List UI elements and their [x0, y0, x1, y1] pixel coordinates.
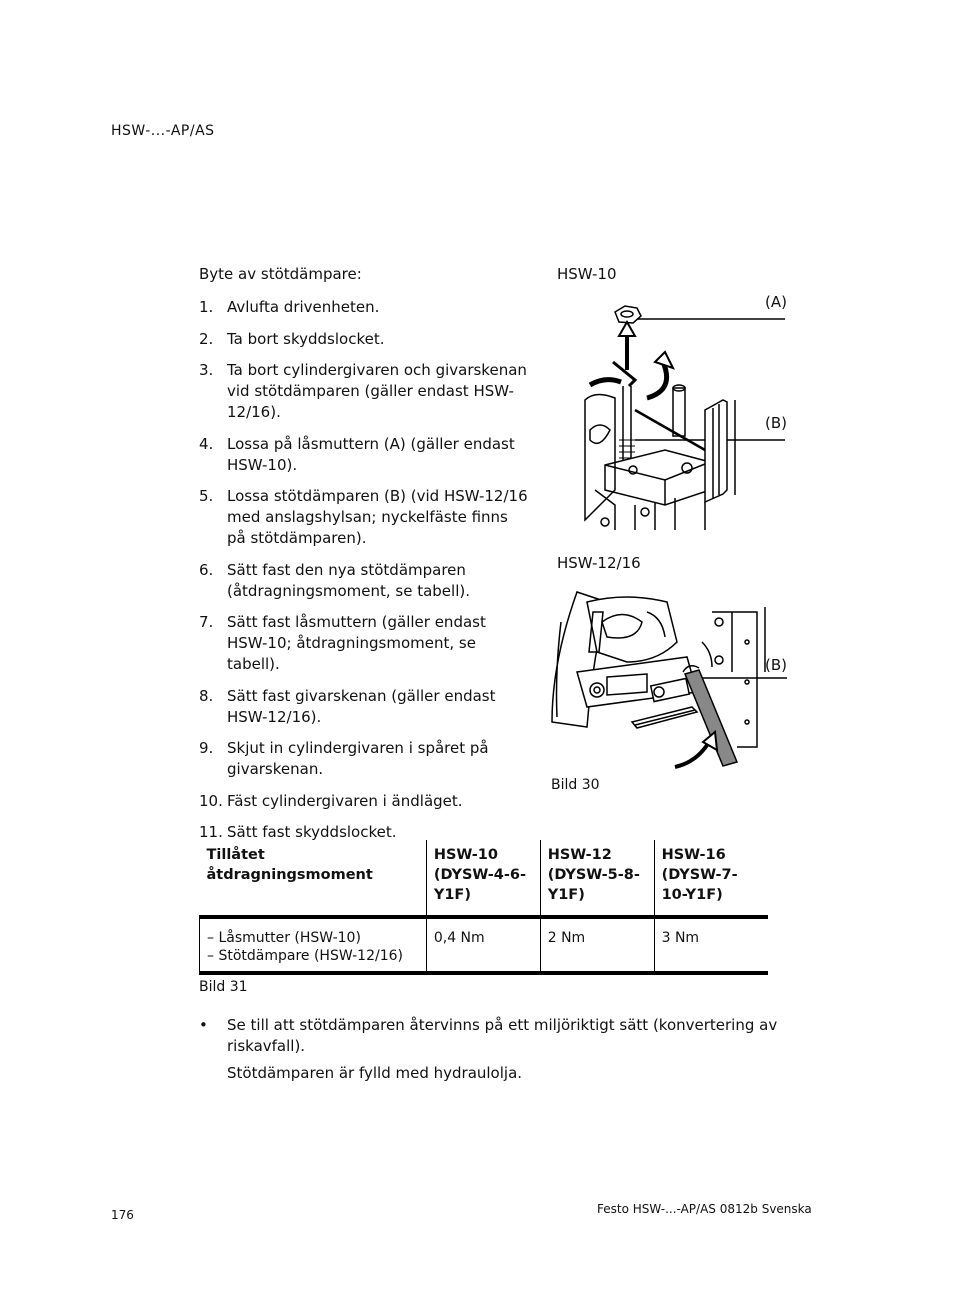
table-header: HSW-10 (DYSW-4-6-Y1F) [426, 840, 540, 917]
step-number: 4. [199, 434, 214, 453]
step-text: Lossa på låsmuttern (A) (gäller endast HSW-10). [227, 434, 515, 474]
step-number: 11. [199, 823, 223, 841]
figure-label-b: (B) [765, 414, 787, 432]
running-header: HSW-...-AP/AS [111, 123, 215, 139]
list-item [199, 360, 529, 423]
step-number: 9. [199, 739, 214, 757]
figure-label-b-hsw1216: (B) [765, 656, 787, 674]
intro-text: Byte av stötdämpare: [199, 265, 362, 283]
step-text: Sätt fast den nya stötdämparen (åtdragningsmoment, se tabell). [227, 560, 470, 600]
list-item [199, 434, 529, 476]
step-text: Skjut in cylindergivaren i spåret på givarskenan. [227, 739, 489, 778]
list-item [199, 738, 529, 780]
step-number: 2. [199, 329, 214, 348]
list-item [199, 297, 529, 318]
step-text: Sätt fast skyddslocket. [227, 823, 397, 841]
step-text: Sätt fast givarskenan (gäller endast HSW-12/16). [227, 686, 496, 726]
step-number: 8. [199, 686, 214, 705]
step-text: Sätt fast låsmuttern (gäller endast HSW-10; åtdragningsmoment, se tabell). [227, 613, 486, 673]
table-cell: 0,4 Nm [426, 917, 540, 973]
table-cell: 2 Nm [540, 917, 654, 973]
table-header: HSW-16 (DYSW-7-10-Y1F) [654, 840, 768, 917]
list-item [199, 486, 529, 549]
list-item [199, 329, 529, 350]
hsw10-illustration [555, 290, 790, 535]
list-item [199, 686, 529, 728]
page-number: 176 [111, 1208, 134, 1222]
step-text: Fäst cylindergivaren i ändläget. [227, 791, 463, 810]
step-number: 6. [199, 560, 214, 579]
table-cell-item: – Låsmutter (HSW-10) [207, 930, 361, 946]
step-text: Avlufta drivenheten. [227, 298, 380, 316]
list-item [199, 612, 529, 675]
step-number: 1. [199, 298, 214, 316]
step-text: Ta bort cylindergivaren och givarskenan vid stötdämparen (gäller endast HSW-12/16). [227, 361, 527, 421]
figure-caption: Bild 30 [551, 777, 600, 793]
figure-title-hsw1216: HSW-12/16 [557, 554, 641, 572]
list-item [199, 560, 529, 602]
table-row [200, 917, 769, 973]
step-number: 5. [199, 487, 214, 505]
step-number: 10. [199, 791, 223, 810]
figure-label-a: (A) [765, 293, 787, 311]
torque-table [199, 840, 768, 975]
bullet-symbol: • [199, 1016, 208, 1034]
step-number: 7. [199, 613, 214, 631]
table-header: Tillåtet åtdragningsmoment [206, 847, 373, 883]
step-text: Ta bort skyddslocket. [227, 329, 385, 348]
step-list [199, 297, 529, 854]
table-cell: 3 Nm [654, 917, 768, 973]
table-header: HSW-12 (DYSW-5-8-Y1F) [540, 840, 654, 917]
table-caption: Bild 31 [199, 979, 248, 995]
step-text: Lossa stötdämparen (B) (vid HSW-12/16 med anslagshylsan; nyckelfäste finns på stötdämparen). [227, 487, 528, 547]
bullet-text: Se till att stötdämparen återvinns på ett miljöriktigt sätt (konvertering av riskavfall). [227, 1016, 778, 1055]
table-cell-items [200, 917, 427, 973]
hsw1216-illustration [547, 582, 792, 777]
table-cell-item: – Stötdämpare (HSW-12/16) [207, 948, 403, 964]
table-header-row [200, 840, 769, 917]
list-item [199, 791, 529, 812]
footer-text: Festo HSW-...-AP/AS 0812b Svenska [597, 1202, 812, 1216]
bullet-note: Stötdämparen är fylld med hydraulolja. [227, 1064, 523, 1082]
step-number: 3. [199, 361, 214, 379]
figure-title-hsw10: HSW-10 [557, 265, 617, 283]
